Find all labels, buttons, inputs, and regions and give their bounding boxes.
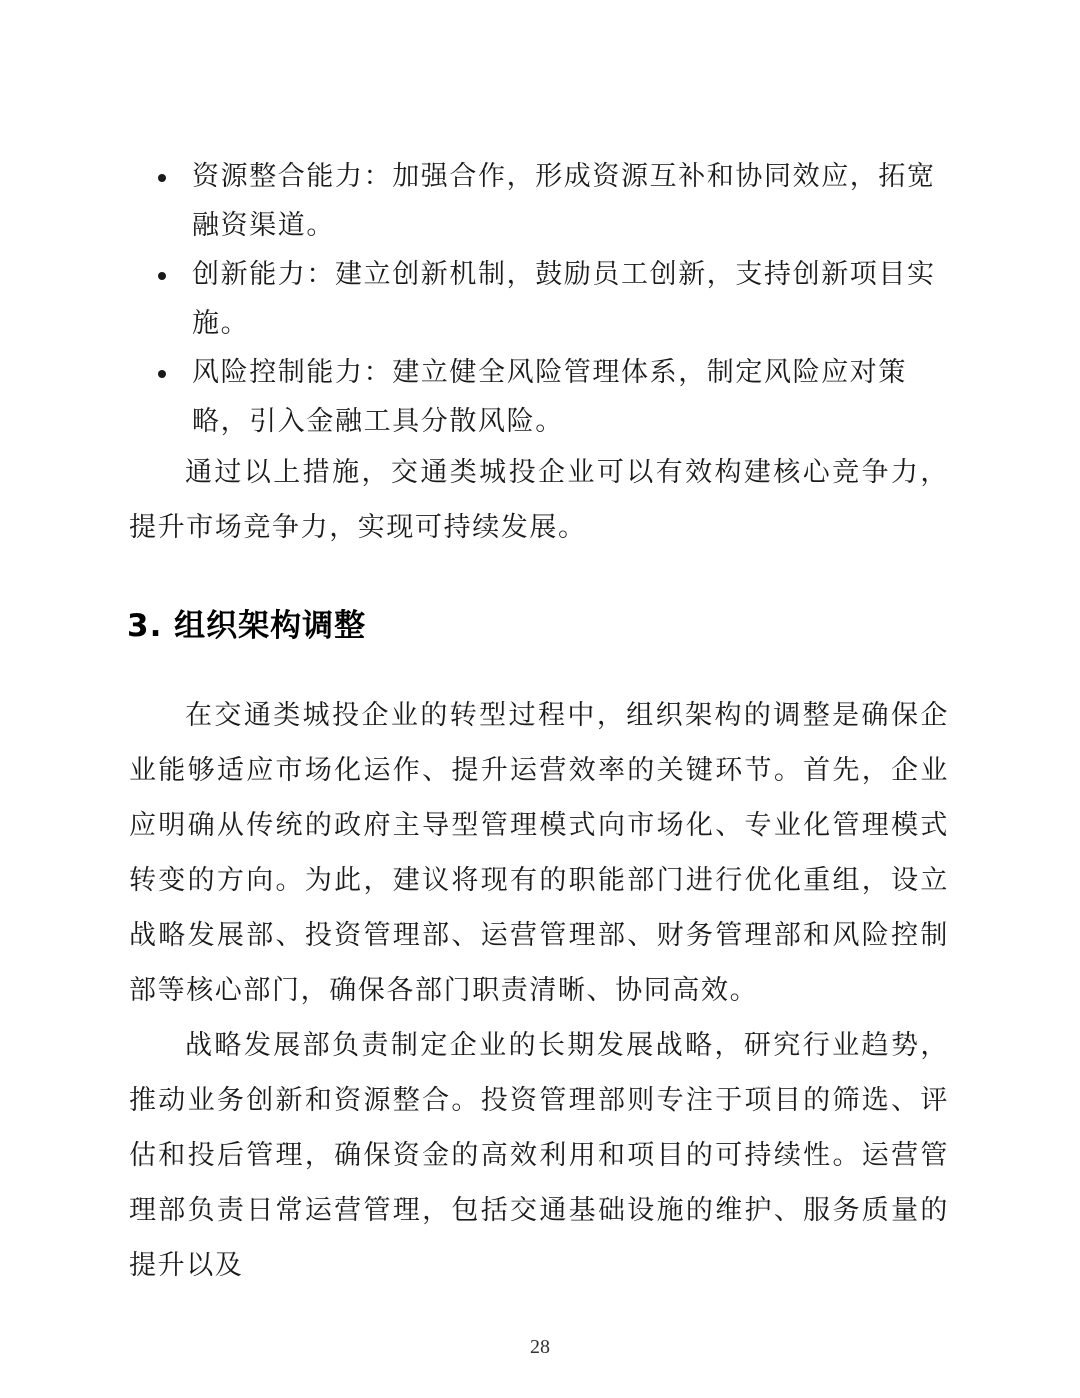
- bullet-dot-icon: [158, 174, 166, 182]
- bullet-text: 风险控制能力：建立健全风险管理体系，制定风险应对策略，引入金融工具分散风险。: [192, 357, 907, 437]
- bullet-item: [150, 250, 950, 348]
- bullet-item: [150, 152, 950, 250]
- summary-paragraph: 通过以上措施，交通类城投企业可以有效构建核心竞争力，提升市场竞争力，实现可持续发展。: [129, 457, 949, 543]
- body-paragraph: 战略发展部负责制定企业的长期发展战略，研究行业趋势，推动业务创新和资源整合。投资管理部则专注于项目的筛选、评估和投后管理，确保资金的高效利用和项目的可持续性。运营管理部负责日常运营管理，包括交通基础设施的维护、服务质量的提升以及: [129, 1030, 949, 1281]
- bullet-dot-icon: [158, 272, 166, 280]
- page-number: 28: [530, 1336, 550, 1358]
- bullet-dot-icon: [158, 370, 166, 378]
- bullet-text: 创新能力：建立创新机制，鼓励员工创新，支持创新项目实施。: [192, 259, 936, 339]
- section-heading: 3. 组织架构调整: [127, 608, 367, 644]
- capability-bullet-list: [150, 152, 950, 446]
- bullet-item: [150, 348, 950, 446]
- bullet-text: 资源整合能力：加强合作，形成资源互补和协同效应，拓宽融资渠道。: [192, 161, 936, 241]
- body-paragraph: 在交通类城投企业的转型过程中，组织架构的调整是确保企业能够适应市场化运作、提升运营效率的关键环节。首先，企业应明确从传统的政府主导型管理模式向市场化、专业化管理模式转变的方向。为此，建议将现有的职能部门进行优化重组，设立战略发展部、投资管理部、运营管理部、财务管理部和风险控制部等核心部门，确保各部门职责清晰、协同高效。: [129, 700, 949, 1006]
